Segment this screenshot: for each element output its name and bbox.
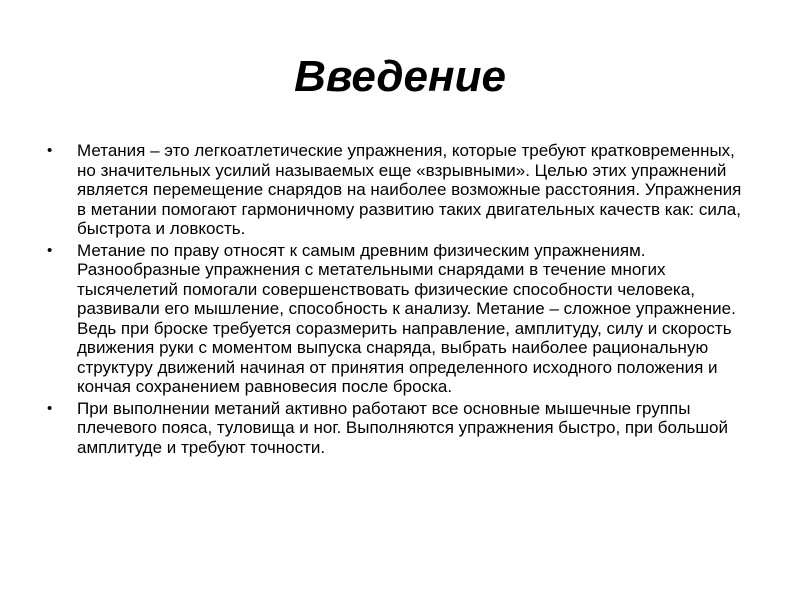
bullet-text: Метание по праву относят к самым древним физическим упражнениям. Разнообразные упражнения с метательными снарядами в течение многих тысячелетий помогали совершенствовать физические способности человека, развивали его мышление, способность к анализу. Метание – сложное упражнение. Ведь при броске требуется соразмерить направление, амплитуду, силу и скорость движения руки с моментом выпуска снаряда, выбрать наиболее рациональную структуру движений начиная от принятия определенного исходного положения и кончая сохранением равновесия после броска.: [77, 240, 736, 396]
bullet-text: При выполнении метаний активно работают все основные мышечные группы плечевого пояса, туловища и ног. Выполняются упражнения быстро, при большой амплитуде и требуют точности.: [77, 398, 728, 457]
bullet-marker-icon: •: [47, 399, 53, 417]
bullet-text: Метания – это легкоатлетические упражнения, которые требуют кратковременных, но значительных усилий называемых еще «взрывными». Целью этих упражнений является перемещение снарядов на наиболее возможные расстояния. Упражнения в метании помогают гармоничному развитию таких двигательных качеств как: сила, быстрота и ловкость.: [77, 141, 742, 238]
bullet-item: [45, 141, 757, 239]
bullet-item: [45, 399, 757, 458]
bullet-marker-icon: •: [47, 142, 53, 159]
bullet-marker-icon: •: [47, 241, 53, 259]
slide-title: Введение: [294, 52, 506, 102]
bullet-item: [45, 241, 757, 397]
bullet-list: [45, 141, 757, 459]
